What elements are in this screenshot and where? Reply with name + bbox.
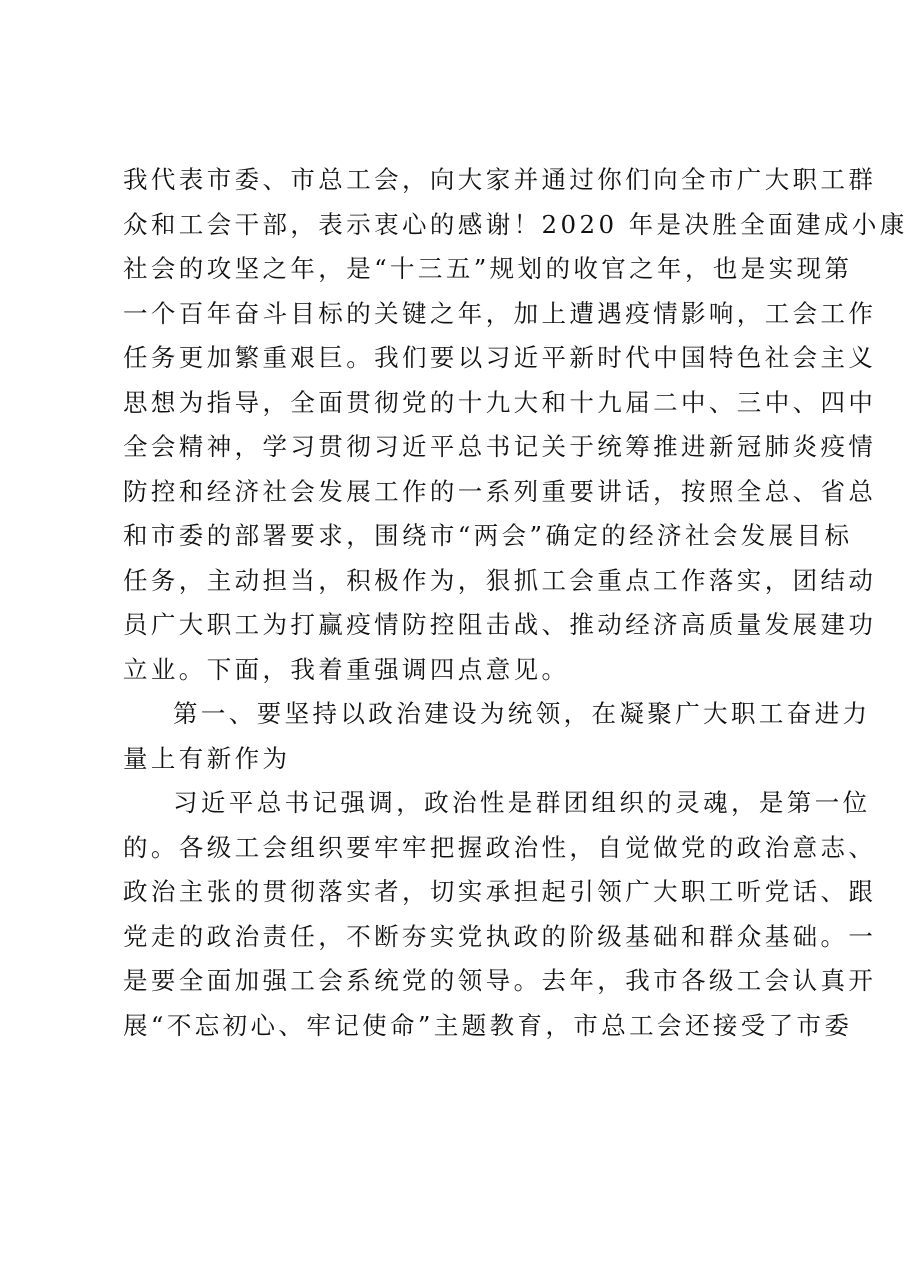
text-line: 一个百年奋斗目标的关键之年，加上遭遇疫情影响，工会工作	[123, 298, 877, 328]
text-line: 党走的政治责任，不断夯实党执政的阶级基础和群众基础。一	[123, 921, 877, 951]
text-line: 防控和经济社会发展工作的一系列重要讲话，按照全总、省总	[123, 476, 877, 506]
text-line: 我代表市委、市总工会，向大家并通过你们向全市广大职工群	[123, 165, 877, 194]
text-line: 是要全面加强工会系统党的领导。去年，我市各级工会认真开	[123, 966, 877, 995]
text-line: 社会的攻坚之年，是“十三五”规划的收官之年，也是实现第	[123, 254, 853, 283]
text-line: 的。各级工会组织要牢牢把握政治性，自觉做党的政治意志、	[123, 832, 877, 862]
text-line: 任务更加繁重艰巨。我们要以习近平新时代中国特色社会主义	[123, 343, 877, 372]
text-line: 任务，主动担当，积极作为，狠抓工会重点工作落实，团结动	[123, 565, 877, 595]
text-line: 和市委的部署要求，围绕市“两会”确定的经济社会发展目标	[123, 521, 853, 550]
text-line: 习近平总书记强调，政治性是群团组织的灵魂，是第一位	[173, 788, 871, 817]
text-line: 政治主张的贯彻落实者，切实承担起引领广大职工听党话、跟	[123, 877, 877, 906]
section-heading-line: 量上有新作为	[123, 743, 291, 773]
text-line: 全会精神，学习贯彻习近平总书记关于统筹推进新冠肺炎疫情	[123, 432, 877, 461]
text-line: 展“不忘初心、牢记使命”主题教育，市总工会还接受了市委	[123, 1010, 853, 1040]
text-line: 思想为指导，全面贯彻党的十九大和十九届二中、三中、四中	[123, 387, 877, 417]
text-line: 立业。下面，我着重强调四点意见。	[123, 654, 570, 684]
text-line: 众和工会干部，表示衷心的感谢！2020 年是决胜全面建成小康	[123, 209, 908, 239]
text-line: 员广大职工为打赢疫情防控阻击战、推动经济高质量发展建功	[123, 610, 877, 639]
section-heading-line: 第一、要坚持以政治建设为统领，在凝聚广大职工奋进力	[173, 699, 871, 728]
document-body	[123, 158, 908, 1048]
